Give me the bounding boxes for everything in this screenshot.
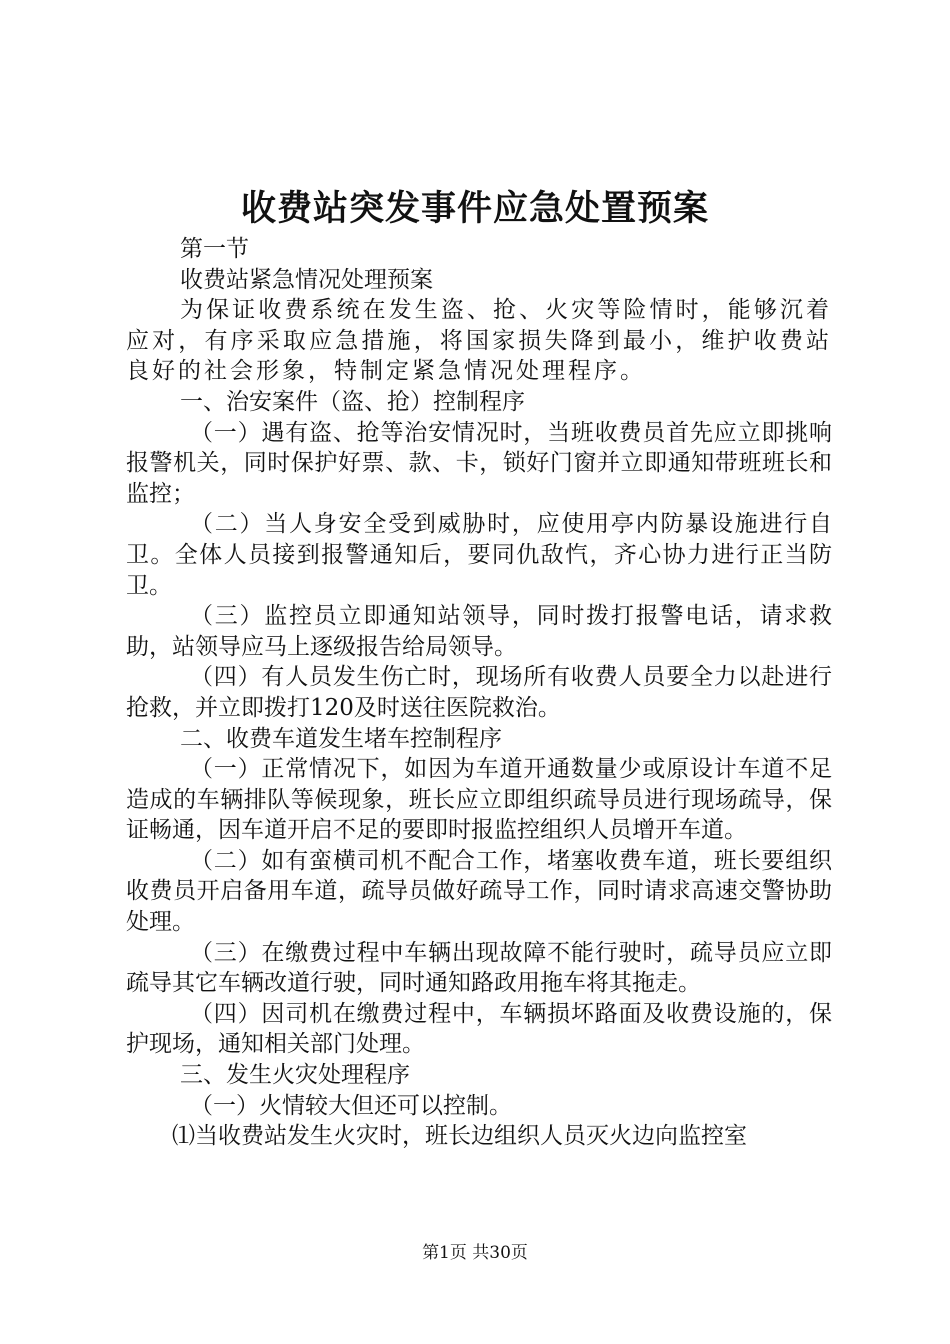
paragraph-security-3: （三）监控员立即通知站领导，同时拨打报警电话，请求救助，站领导应马上逐级报告给局领导。 [126, 603, 832, 660]
heading-fire: 三、发生火灾处理程序 [180, 1062, 410, 1089]
page-footer: 第1页 共30页 [422, 1243, 528, 1263]
paragraph-fire-1: （一）火情较大但还可以控制。 [190, 1092, 512, 1119]
document-body [126, 234, 832, 1152]
paragraph-security-4: （四）有人员发生伤亡时，现场所有收费人员要全力以赴进行抢救，并立即拨打120及时送往医院救治。 [126, 664, 832, 721]
paragraph-traffic-3: （三）在缴费过程中车辆出现故障不能行驶时，疏导员应立即疏导其它车辆改道行驶，同时通知路政用拖车将其拖走。 [126, 939, 832, 997]
heading-security-cases: 一、治安案件（盗、抢）控制程序 [180, 388, 525, 415]
paragraph-security-2: （二）当人身安全受到威胁时，应使用亭内防暴设施进行自卫。全体人员接到报警通知后，要同仇敌忾，齐心协力进行正当防卫。 [126, 511, 832, 599]
paragraph-security-1: （一）遇有盗、抢等治安情况时，当班收费员首先应立即挑响报警机关，同时保护好票、款、卡，锁好门窗并立即通知带班班长和监控； [126, 419, 832, 507]
section-subheading: 收费站紧急情况处理预案 [180, 266, 433, 293]
paragraph-traffic-4: （四）因司机在缴费过程中，车辆损坏路面及收费设施的，保护现场，通知相关部门处理。 [126, 1000, 832, 1058]
document-title: 收费站突发事件应急处置预案 [240, 188, 709, 229]
paragraph-traffic-1: （一）正常情况下，如因为车道开通数量少或原设计车道不足造成的车辆排队等候现象，班长应立即组织疏导员进行现场疏导，保证畅通，因车道开启不足的要即时报监控组织人员增开车道。 [126, 756, 832, 844]
heading-traffic-jam: 二、收费车道发生堵车控制程序 [180, 725, 502, 752]
paragraph-fire-1-item-1: ⑴当收费站发生火灾时，班长边组织人员灭火边向监控室 [172, 1123, 747, 1150]
intro-paragraph: 为保证收费系统在发生盗、抢、火灾等险情时，能够沉着应对，有序采取应急措施，将国家损失降到最小，维护收费站良好的社会形象，特制定紧急情况处理程序。 [126, 297, 832, 385]
section-heading: 第一节 [180, 236, 249, 262]
paragraph-traffic-2: （二）如有蛮横司机不配合工作，堵塞收费车道，班长要组织收费员开启备用车道，疏导员做好疏导工作，同时请求高速交警协助处理。 [126, 847, 832, 936]
